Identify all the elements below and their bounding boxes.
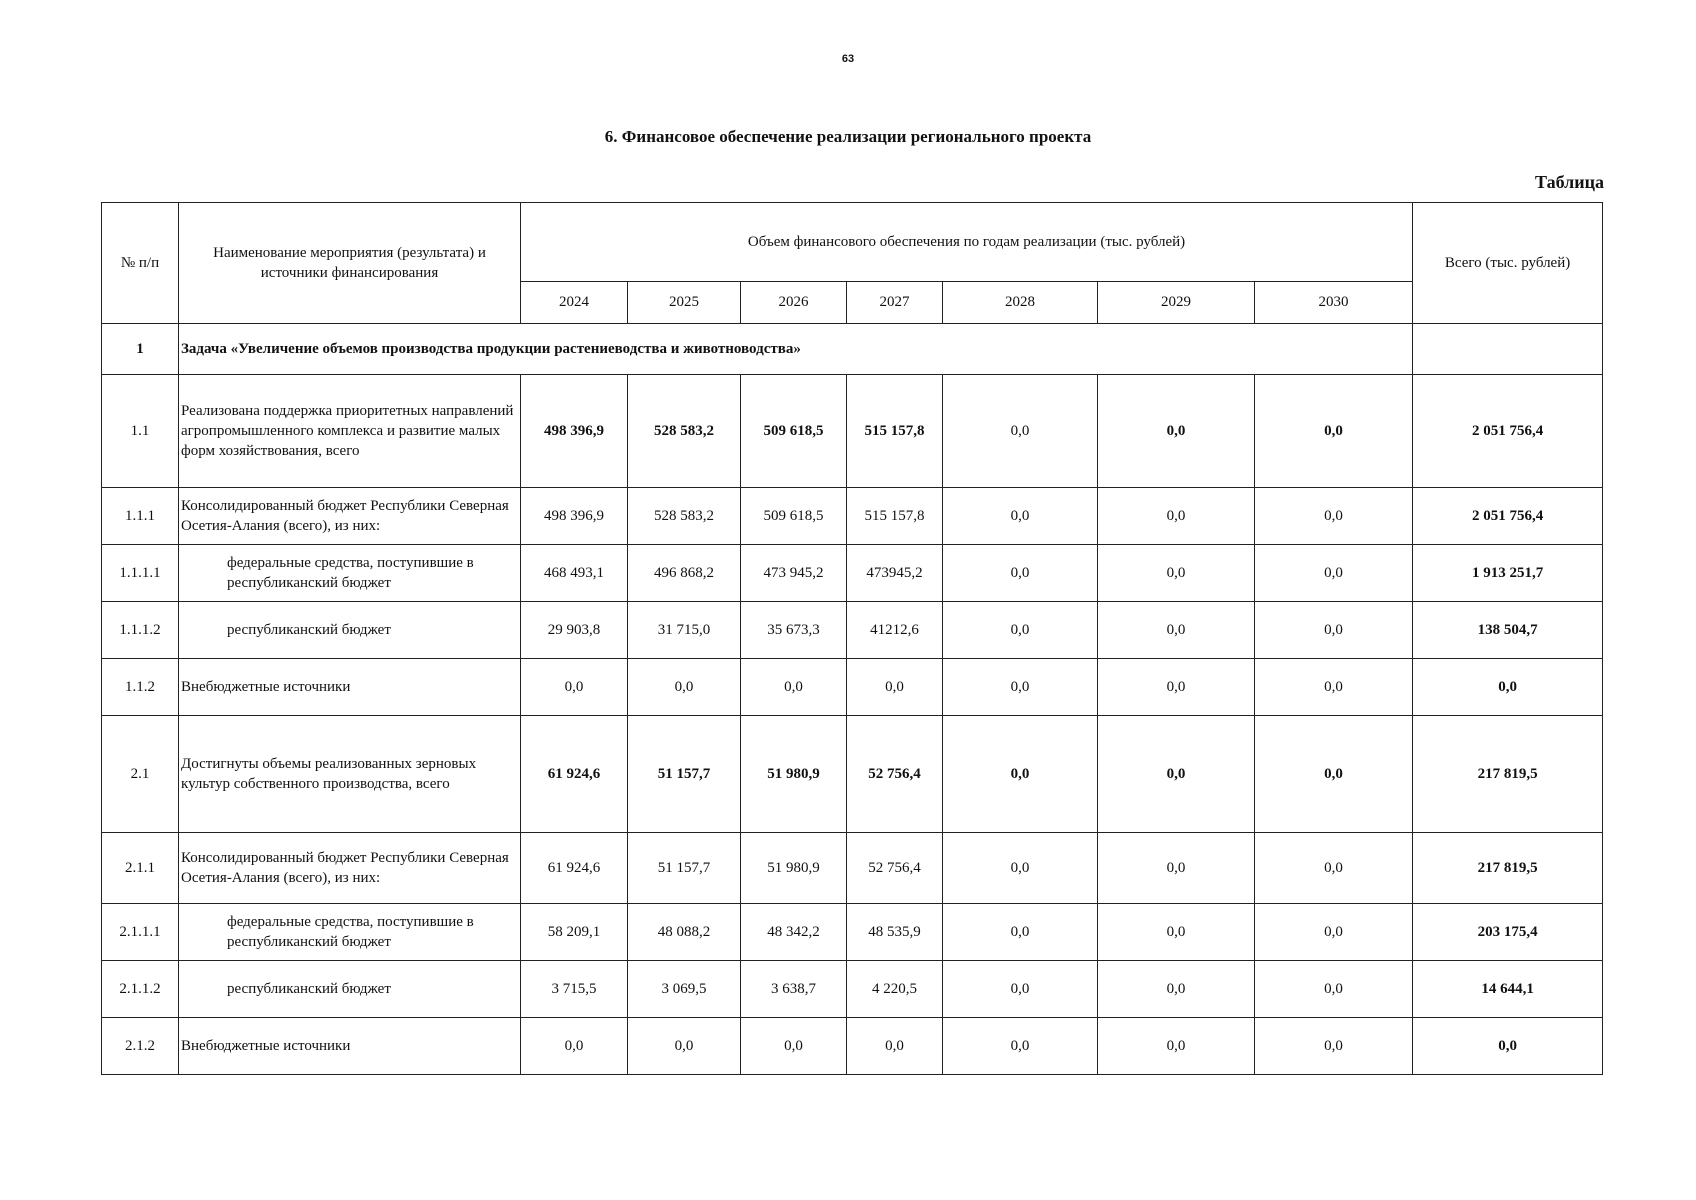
value-cell: 35 673,3 — [741, 602, 847, 659]
value-cell: 0,0 — [1098, 659, 1255, 716]
row-num: 1.1.1 — [102, 488, 179, 545]
value-cell: 0,0 — [1098, 375, 1255, 488]
value-cell: 0,0 — [943, 961, 1098, 1018]
value-cell: 0,0 — [1255, 545, 1413, 602]
value-cell: 58 209,1 — [521, 904, 628, 961]
row-num: 2.1.1.1 — [102, 904, 179, 961]
value-cell: 0,0 — [628, 1018, 741, 1075]
row-num: 1.1 — [102, 375, 179, 488]
value-cell: 0,0 — [847, 1018, 943, 1075]
row-num: 1.1.2 — [102, 659, 179, 716]
value-cell: 515 157,8 — [847, 375, 943, 488]
value-cell: 48 535,9 — [847, 904, 943, 961]
row-name: Консолидированный бюджет Республики Северная Осетия-Алания (всего), из них: — [179, 833, 521, 904]
page-title: 6. Финансовое обеспечение реализации регионального проекта — [604, 127, 1092, 146]
value-cell: 0,0 — [521, 659, 628, 716]
total-cell: 217 819,5 — [1413, 716, 1603, 833]
row-num: 2.1.1.2 — [102, 961, 179, 1018]
value-cell: 0,0 — [1255, 716, 1413, 833]
total-cell: 203 175,4 — [1413, 904, 1603, 961]
row-num: 2.1.1 — [102, 833, 179, 904]
value-cell: 0,0 — [1098, 904, 1255, 961]
value-cell: 0,0 — [1255, 488, 1413, 545]
header-year: 2024 — [521, 282, 628, 324]
value-cell: 473 945,2 — [741, 545, 847, 602]
value-cell: 51 157,7 — [628, 716, 741, 833]
value-cell: 0,0 — [1255, 961, 1413, 1018]
value-cell: 515 157,8 — [847, 488, 943, 545]
table-row — [102, 659, 1603, 716]
value-cell: 0,0 — [1098, 602, 1255, 659]
value-cell: 51 980,9 — [741, 716, 847, 833]
value-cell: 0,0 — [1098, 961, 1255, 1018]
header-name: Наименование мероприятия (результата) и источники финансирования — [179, 203, 521, 324]
table-caption: Таблица — [1535, 172, 1604, 192]
row-num: 2.1.2 — [102, 1018, 179, 1075]
table-row — [102, 602, 1603, 659]
row-name: Внебюджетные источники — [179, 659, 521, 716]
financing-table — [101, 202, 1603, 1075]
total-cell: 14 644,1 — [1413, 961, 1603, 1018]
row-name: республиканский бюджет — [179, 961, 521, 1018]
total-cell: 217 819,5 — [1413, 833, 1603, 904]
row-name: республиканский бюджет — [179, 602, 521, 659]
row-num: 2.1 — [102, 716, 179, 833]
table-row — [102, 833, 1603, 904]
value-cell: 0,0 — [943, 716, 1098, 833]
value-cell: 498 396,9 — [521, 488, 628, 545]
row-num: 1.1.1.2 — [102, 602, 179, 659]
row-name: Реализована поддержка приоритетных направлений агропромышленного комплекса и развитие малых форм хозяйствования, всего — [179, 375, 521, 488]
value-cell: 4 220,5 — [847, 961, 943, 1018]
table-row — [102, 1018, 1603, 1075]
value-cell: 528 583,2 — [628, 375, 741, 488]
value-cell: 0,0 — [1255, 1018, 1413, 1075]
header-volume: Объем финансового обеспечения по годам реализации (тыс. рублей) — [521, 203, 1413, 282]
table-row — [102, 716, 1603, 833]
value-cell: 52 756,4 — [847, 833, 943, 904]
value-cell: 61 924,6 — [521, 833, 628, 904]
value-cell: 468 493,1 — [521, 545, 628, 602]
header-year: 2030 — [1255, 282, 1413, 324]
total-cell: 0,0 — [1413, 659, 1603, 716]
row-num: 1.1.1.1 — [102, 545, 179, 602]
value-cell: 0,0 — [628, 659, 741, 716]
row-name: Консолидированный бюджет Республики Северная Осетия-Алания (всего), из них: — [179, 488, 521, 545]
total-cell: 2 051 756,4 — [1413, 488, 1603, 545]
value-cell: 496 868,2 — [628, 545, 741, 602]
value-cell: 0,0 — [1098, 716, 1255, 833]
task-text: Задача «Увеличение объемов производства продукции растениеводства и животноводства» — [179, 324, 1413, 375]
value-cell: 0,0 — [943, 659, 1098, 716]
value-cell: 528 583,2 — [628, 488, 741, 545]
value-cell: 0,0 — [1255, 659, 1413, 716]
table-row — [102, 545, 1603, 602]
value-cell: 48 088,2 — [628, 904, 741, 961]
value-cell: 0,0 — [943, 904, 1098, 961]
value-cell: 29 903,8 — [521, 602, 628, 659]
total-cell: 138 504,7 — [1413, 602, 1603, 659]
value-cell: 0,0 — [1255, 375, 1413, 488]
row-name: федеральные средства, поступившие в республиканский бюджет — [179, 904, 521, 961]
value-cell: 48 342,2 — [741, 904, 847, 961]
row-name: Внебюджетные источники — [179, 1018, 521, 1075]
total-cell: 0,0 — [1413, 1018, 1603, 1075]
value-cell: 3 715,5 — [521, 961, 628, 1018]
header-year: 2029 — [1098, 282, 1255, 324]
value-cell: 473945,2 — [847, 545, 943, 602]
header-year: 2028 — [943, 282, 1098, 324]
value-cell: 0,0 — [1098, 488, 1255, 545]
value-cell: 61 924,6 — [521, 716, 628, 833]
value-cell: 509 618,5 — [741, 375, 847, 488]
value-cell: 3 069,5 — [628, 961, 741, 1018]
table-row — [102, 961, 1603, 1018]
value-cell: 0,0 — [1098, 545, 1255, 602]
value-cell: 0,0 — [943, 833, 1098, 904]
value-cell: 0,0 — [943, 545, 1098, 602]
value-cell: 51 157,7 — [628, 833, 741, 904]
value-cell: 0,0 — [521, 1018, 628, 1075]
value-cell: 31 715,0 — [628, 602, 741, 659]
value-cell: 509 618,5 — [741, 488, 847, 545]
table-row — [102, 904, 1603, 961]
value-cell: 0,0 — [1098, 1018, 1255, 1075]
value-cell: 0,0 — [943, 602, 1098, 659]
header-num: № п/п — [102, 203, 179, 324]
value-cell: 0,0 — [741, 1018, 847, 1075]
table-row — [102, 488, 1603, 545]
value-cell: 0,0 — [1098, 833, 1255, 904]
header-year: 2027 — [847, 282, 943, 324]
value-cell: 41212,6 — [847, 602, 943, 659]
total-cell: 1 913 251,7 — [1413, 545, 1603, 602]
row-name: федеральные средства, поступившие в республиканский бюджет — [179, 545, 521, 602]
value-cell: 3 638,7 — [741, 961, 847, 1018]
task-row — [102, 324, 1603, 375]
table-row — [102, 375, 1603, 488]
value-cell: 0,0 — [741, 659, 847, 716]
total-cell: 2 051 756,4 — [1413, 375, 1603, 488]
header-year: 2026 — [741, 282, 847, 324]
value-cell: 51 980,9 — [741, 833, 847, 904]
value-cell: 0,0 — [1255, 904, 1413, 961]
header-year: 2025 — [628, 282, 741, 324]
page-number: 63 — [841, 53, 855, 65]
value-cell: 0,0 — [847, 659, 943, 716]
header-total: Всего (тыс. рублей) — [1413, 203, 1603, 324]
value-cell: 0,0 — [1255, 833, 1413, 904]
row-name: Достигнуты объемы реализованных зерновых культур собственного производства, всего — [179, 716, 521, 833]
row-num: 1 — [102, 324, 179, 375]
value-cell: 0,0 — [943, 375, 1098, 488]
value-cell: 0,0 — [943, 488, 1098, 545]
value-cell: 52 756,4 — [847, 716, 943, 833]
value-cell: 0,0 — [943, 1018, 1098, 1075]
value-cell: 0,0 — [1255, 602, 1413, 659]
total-cell — [1413, 324, 1603, 375]
value-cell: 498 396,9 — [521, 375, 628, 488]
